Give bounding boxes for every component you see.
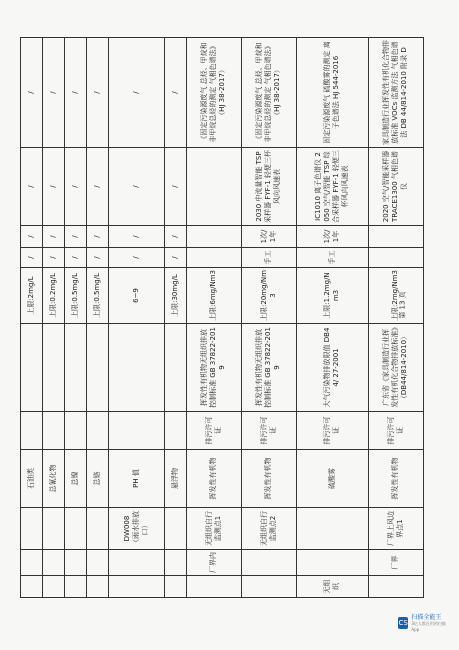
table-cell-grp	[164, 576, 186, 598]
table-cell-inst: /	[65, 148, 87, 226]
table-cell-mode: /	[21, 248, 43, 268]
table-cell-freq: 排污许可证	[186, 412, 241, 450]
table-cell-inst	[186, 148, 241, 226]
table-cell-inst: /	[21, 148, 43, 226]
table-cell-std	[87, 324, 109, 412]
table-row	[297, 38, 369, 598]
table-cell-times: /	[87, 226, 109, 248]
table-row	[87, 38, 109, 598]
table-cell-loc	[65, 550, 87, 576]
table-cell-item: 挥发性有机物	[241, 450, 296, 508]
table-cell-inst: /	[87, 148, 109, 226]
table-cell-item: PH 值	[109, 450, 164, 508]
table-cell-meth: 《固定污染源废气 总烃、甲烷和非甲烷总烃的测定 气相色谱法》（HJ 38-2017）	[241, 38, 296, 148]
table-cell-meth: /	[65, 38, 87, 148]
table-cell-grp: 无组织	[297, 576, 369, 598]
table-cell-grp	[241, 576, 296, 598]
table-cell-lim: 上限:30mg/L	[164, 268, 186, 324]
table-cell-lim: 6~9	[109, 268, 164, 324]
scanner-watermark	[398, 612, 448, 634]
table-cell-meth: 家具制造行业挥发性有机化合物排放标准 VOCs 监测方法 气相色谱法 DB 44/814-2010 附录 D	[368, 38, 423, 148]
page-number: 第 13 页	[398, 291, 407, 319]
table-cell-grp	[65, 576, 87, 598]
table-cell-std	[164, 324, 186, 412]
table-cell-lim: 上限:0.5mg/L	[65, 268, 87, 324]
table-cell-loc	[241, 550, 296, 576]
table-cell-grp	[87, 576, 109, 598]
table-cell-inst: /	[109, 148, 164, 226]
table-cell-mode	[368, 248, 423, 268]
table-cell-pt: 无组织自行监测点2	[241, 508, 296, 550]
table-cell-grp	[186, 576, 241, 598]
table-cell-mode: /	[43, 248, 65, 268]
table-cell-loc	[87, 550, 109, 576]
table-cell-meth: 固定污染源废气 硫酸雾的测定 离子色谱法 HJ 544-2016	[297, 38, 369, 148]
table-cell-item: 总铬	[87, 450, 109, 508]
table-cell-item: 硫酸雾	[297, 450, 369, 508]
table-cell-std: 挥发性有机物无组织排放控制标准 GB 37822-2019	[241, 324, 296, 412]
table-cell-meth: /	[43, 38, 65, 148]
table-row	[186, 38, 241, 598]
table-cell-freq: 排污许可证	[368, 412, 423, 450]
table-cell-freq	[65, 412, 87, 450]
table-cell-inst: IC1010 离子色谱仪 2050 空气/智能 TSP 综合采样器 FYF-1 轻便三杯风向风速表	[297, 148, 369, 226]
watermark-sub: 3亿人都在用的扫描App	[411, 621, 446, 632]
table-cell-freq: 排污许可证	[297, 412, 369, 450]
table-row	[164, 38, 186, 598]
table-cell-std	[21, 324, 43, 412]
table-cell-freq	[87, 412, 109, 450]
table-cell-pt: 无组织自行监测点1	[186, 508, 241, 550]
table-cell-loc	[21, 550, 43, 576]
table-cell-meth: /	[109, 38, 164, 148]
table-row	[109, 38, 164, 598]
table-cell-lim: 上限:0.5mg/L	[87, 268, 109, 324]
table-cell-mode: 手工	[241, 248, 296, 268]
table-cell-pt	[164, 508, 186, 550]
table-cell-freq	[164, 412, 186, 450]
table-cell-lim: 上限:6mg/Nm3	[186, 268, 241, 324]
table-cell-inst: /	[164, 148, 186, 226]
table-cell-meth: /	[21, 38, 43, 148]
scanner-logo-icon: CS	[398, 619, 408, 627]
table-cell-lim: 上限:20mg/Nm3	[241, 268, 296, 324]
table-cell-lim: 上限:2mg/Nm3	[368, 268, 423, 324]
table-cell-times: 1次/1年	[241, 226, 296, 248]
watermark-name: 扫描全能王	[411, 614, 442, 621]
table-cell-grp	[21, 576, 43, 598]
table-cell-loc	[164, 550, 186, 576]
table-cell-freq: 排污许可证	[241, 412, 296, 450]
table-cell-meth: /	[164, 38, 186, 148]
table-cell-mode: 手工	[297, 248, 369, 268]
table-cell-times: 1次/1年	[297, 226, 369, 248]
table-cell-item: 挥发性有机物	[186, 450, 241, 508]
table-cell-grp	[368, 576, 423, 598]
table-cell-loc: 厂界内	[186, 550, 241, 576]
table-cell-inst: 2030 中流量智能 TSP 采样器 FYF-1 轻便三杯风向风速表	[241, 148, 296, 226]
table-cell-mode: /	[164, 248, 186, 268]
table-cell-pt	[297, 508, 369, 550]
table-cell-item: 石油类	[21, 450, 43, 508]
table-cell-times: /	[65, 226, 87, 248]
table-cell-mode: /	[87, 248, 109, 268]
table-cell-lim: 上限:1.2mg/Nm3	[297, 268, 369, 324]
table-row	[21, 38, 43, 598]
table-cell-pt: 厂界上风边界点1	[368, 508, 423, 550]
monitoring-table	[20, 37, 424, 598]
table-cell-lim: 上限:2mg/L	[21, 268, 43, 324]
table-cell-grp	[43, 576, 65, 598]
table-cell-item: 总氰化物	[43, 450, 65, 508]
table-cell-pt	[87, 508, 109, 550]
table-cell-loc	[43, 550, 65, 576]
table-cell-pt	[43, 508, 65, 550]
table-cell-meth: 《固定污染源废气 总烃、甲烷和非甲烷总烃的测定 气相色谱法》（HJ 38-2017）	[186, 38, 241, 148]
table-cell-lim: 上限:0.2mg/L	[43, 268, 65, 324]
table-cell-loc	[109, 550, 164, 576]
table-cell-times: /	[109, 226, 164, 248]
table-cell-freq	[43, 412, 65, 450]
table-cell-std: 大气污染物排放限值 DB44/ 27-2001	[297, 324, 369, 412]
monitoring-table-rotated	[20, 38, 424, 598]
table-cell-std	[65, 324, 87, 412]
table-cell-std: 挥发性有机物无组织排放控制标准 GB 37822-2019	[186, 324, 241, 412]
table-cell-item: 总镍	[65, 450, 87, 508]
table-cell-loc: 厂界	[368, 550, 423, 576]
table-cell-std	[109, 324, 164, 412]
table-row	[43, 38, 65, 598]
table-cell-grp	[109, 576, 164, 598]
table-row	[241, 38, 296, 598]
table-cell-meth: /	[87, 38, 109, 148]
table-row	[368, 38, 423, 598]
table-cell-freq	[21, 412, 43, 450]
table-cell-mode	[186, 248, 241, 268]
table-cell-inst: 2020 空气/智能采样器 TRACE1300 气相色谱仪	[368, 148, 423, 226]
table-cell-pt	[65, 508, 87, 550]
table-cell-item: 悬浮物	[164, 450, 186, 508]
table-row	[65, 38, 87, 598]
table-cell-times	[368, 226, 423, 248]
table-cell-item: 挥发性有机物	[368, 450, 423, 508]
table-cell-std	[43, 324, 65, 412]
table-cell-times: /	[43, 226, 65, 248]
table-cell-mode: /	[109, 248, 164, 268]
table-cell-times: /	[164, 226, 186, 248]
table-cell-times: /	[21, 226, 43, 248]
table-cell-loc	[297, 550, 369, 576]
table-cell-pt	[21, 508, 43, 550]
table-cell-std: 广东省《家具制造行业挥发性有机化合物排放标准》（DB44/814-2010）	[368, 324, 423, 412]
table-cell-pt: DW008（雨水排放口）	[109, 508, 164, 550]
table-cell-freq	[109, 412, 164, 450]
table-cell-times	[186, 226, 241, 248]
table-cell-mode: /	[65, 248, 87, 268]
table-cell-inst: /	[43, 148, 65, 226]
